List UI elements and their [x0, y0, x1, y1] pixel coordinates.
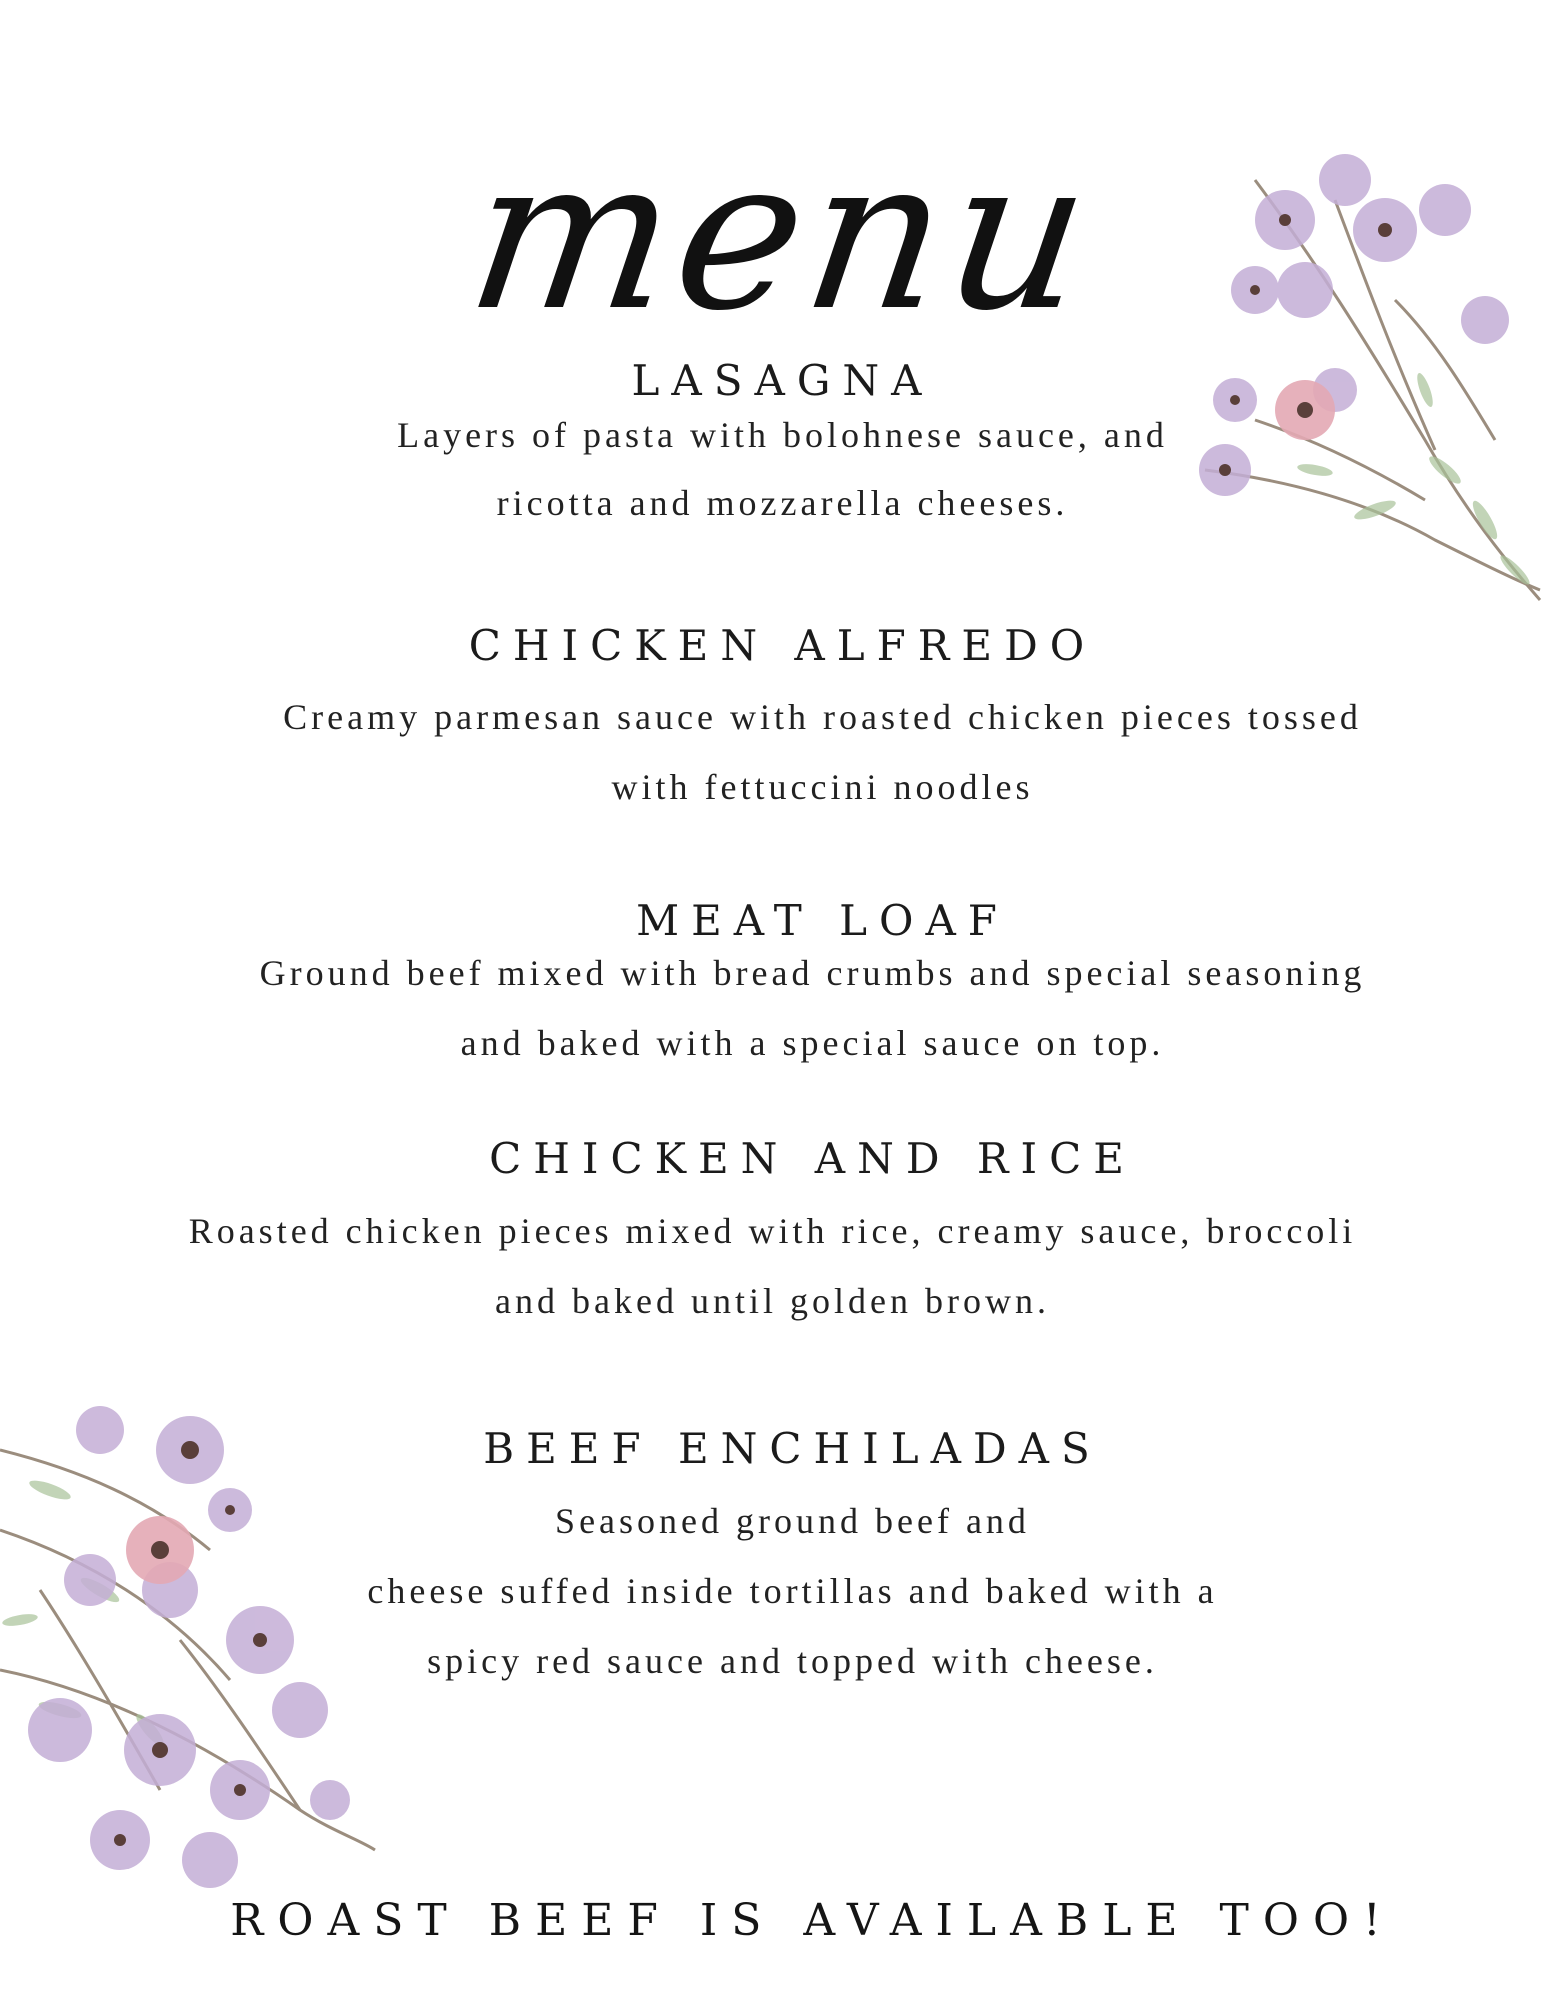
dish-name-lasagna: LASAGNA [631, 356, 934, 405]
dish-desc-line: with fettuccini noodles [611, 767, 1034, 807]
dish-name-meat-loaf: MEAT LOAF [636, 896, 1009, 945]
dish-desc-line: Seasoned ground beef and [555, 1501, 1030, 1541]
dish-name-beef-enchiladas: BEEF ENCHILADAS [483, 1424, 1102, 1473]
footer-note: ROAST BEEF IS AVAILABLE TOO! [230, 1895, 1395, 1946]
dish-desc-line: Ground beef mixed with bread crumbs and special seasoning [259, 953, 1366, 993]
menu-title: menu [456, 112, 1109, 357]
dish-desc-line: and baked until golden brown. [495, 1281, 1050, 1321]
dish-name-chicken-and-rice: CHICKEN AND RICE [489, 1134, 1136, 1183]
dish-desc-line: Creamy parmesan sauce with roasted chicken pieces tossed [283, 697, 1362, 737]
dish-desc-line: Layers of pasta with bolohnese sauce, and [397, 415, 1168, 455]
dish-desc-line: spicy red sauce and topped with cheese. [427, 1641, 1158, 1681]
dish-desc-line: Roasted chicken pieces mixed with rice, creamy sauce, broccoli [188, 1211, 1357, 1251]
dish-desc-line: and baked with a special sauce on top. [460, 1023, 1165, 1063]
dish-desc-line: cheese suffed inside tortillas and baked with a [367, 1571, 1218, 1611]
dish-name-chicken-alfredo: CHICKEN ALFREDO [468, 621, 1097, 670]
dish-desc-line: ricotta and mozzarella cheeses. [496, 483, 1069, 523]
